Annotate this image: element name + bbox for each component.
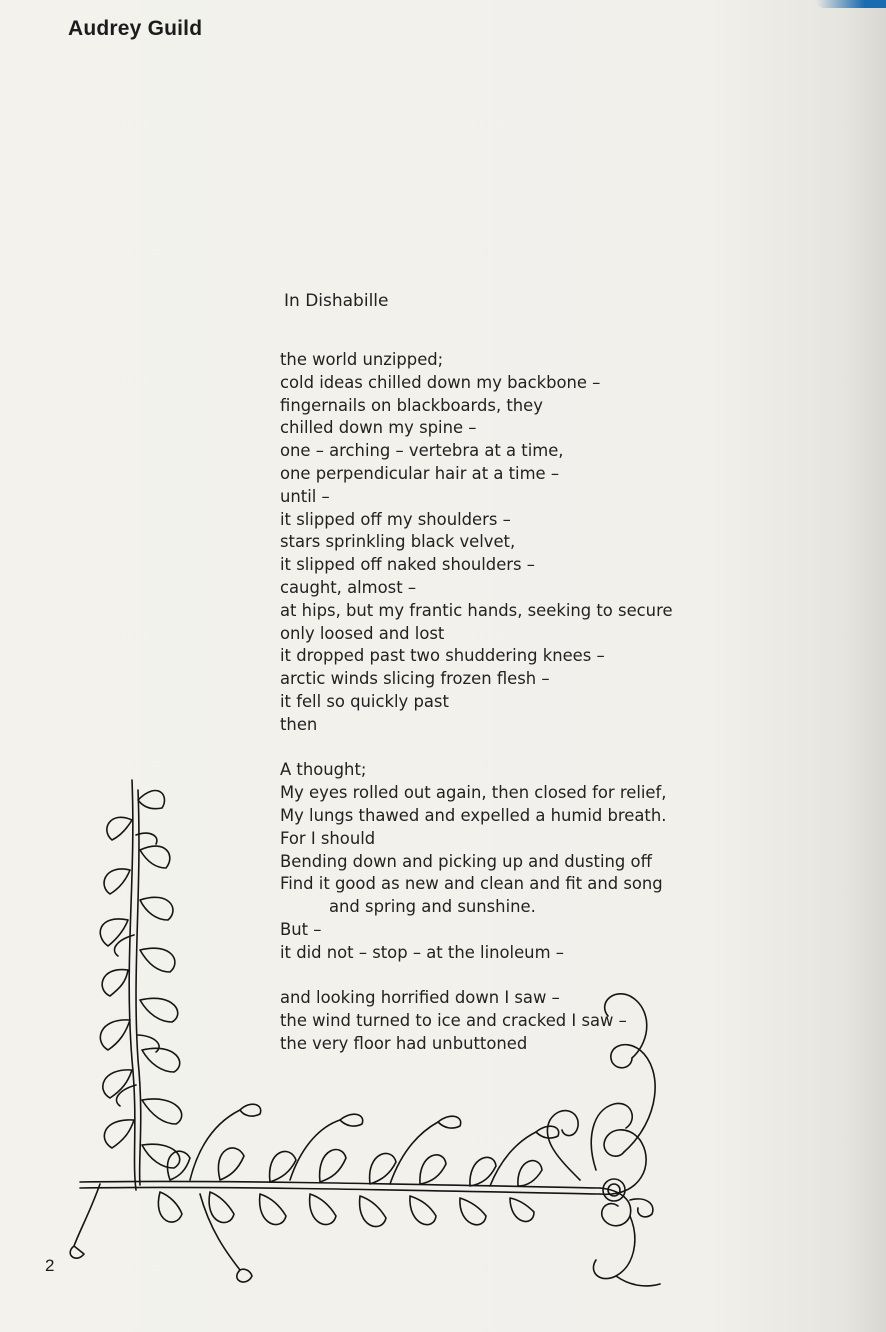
poem-line: one – arching – vertebra at a time, — [280, 441, 564, 461]
poem-line: the world unzipped; — [280, 350, 444, 369]
author-name: Audrey Guild — [68, 17, 203, 40]
poem-line: it did not – stop – at the linoleum – — [280, 942, 564, 962]
poem-line: it slipped off my shoulders – — [280, 509, 511, 529]
poem-line: caught, almost – — [280, 577, 417, 597]
poem-line: fingernails on blackboards, they — [280, 395, 543, 415]
poem-line: Find it good as new and clean and fit and song — [280, 874, 663, 894]
poem-line: For I should — [280, 828, 376, 848]
poem-line: and looking horrified down I saw – — [280, 988, 560, 1008]
poem-title: In Dishabille — [284, 291, 389, 311]
poem-line: one perpendicular hair at a time – — [280, 463, 560, 483]
poem-line: it slipped off naked shoulders – — [280, 555, 535, 575]
poem-line: My lungs thawed and expelled a humid breath. — [280, 805, 667, 825]
poem-line: then — [280, 714, 318, 734]
poem-line: the wind turned to ice and cracked I saw – — [280, 1011, 627, 1031]
poem-line: the very floor had unbuttoned — [280, 1033, 528, 1053]
poem-line: My eyes rolled out again, then closed for relief, — [280, 783, 667, 803]
poem-line: Bending down and picking up and dusting off — [280, 851, 652, 871]
page-number: 2 — [45, 1256, 55, 1275]
poem-line: chilled down my spine – — [280, 418, 477, 438]
poem-line: it dropped past two shuddering knees – — [280, 646, 605, 666]
stanza-break — [280, 737, 673, 760]
poem-line: and spring and sunshine. — [329, 897, 536, 917]
poem-line: it fell so quickly past — [280, 691, 449, 711]
poem-line: A thought; — [280, 760, 367, 780]
poem-line: But – — [280, 919, 322, 939]
poem-line: at hips, but my frantic hands, seeking to secure — [280, 600, 673, 620]
poem-line: cold ideas chilled down my backbone – — [280, 372, 601, 392]
vine-corner-ornament-icon — [40, 760, 680, 1300]
corner-tab-mark — [816, 0, 886, 8]
poem-line: until – — [280, 486, 330, 506]
poem-line: only loosed and lost — [280, 623, 445, 643]
poem-line: arctic winds slicing frozen flesh – — [280, 669, 550, 689]
poem-line: stars sprinkling black velvet, — [280, 532, 516, 552]
